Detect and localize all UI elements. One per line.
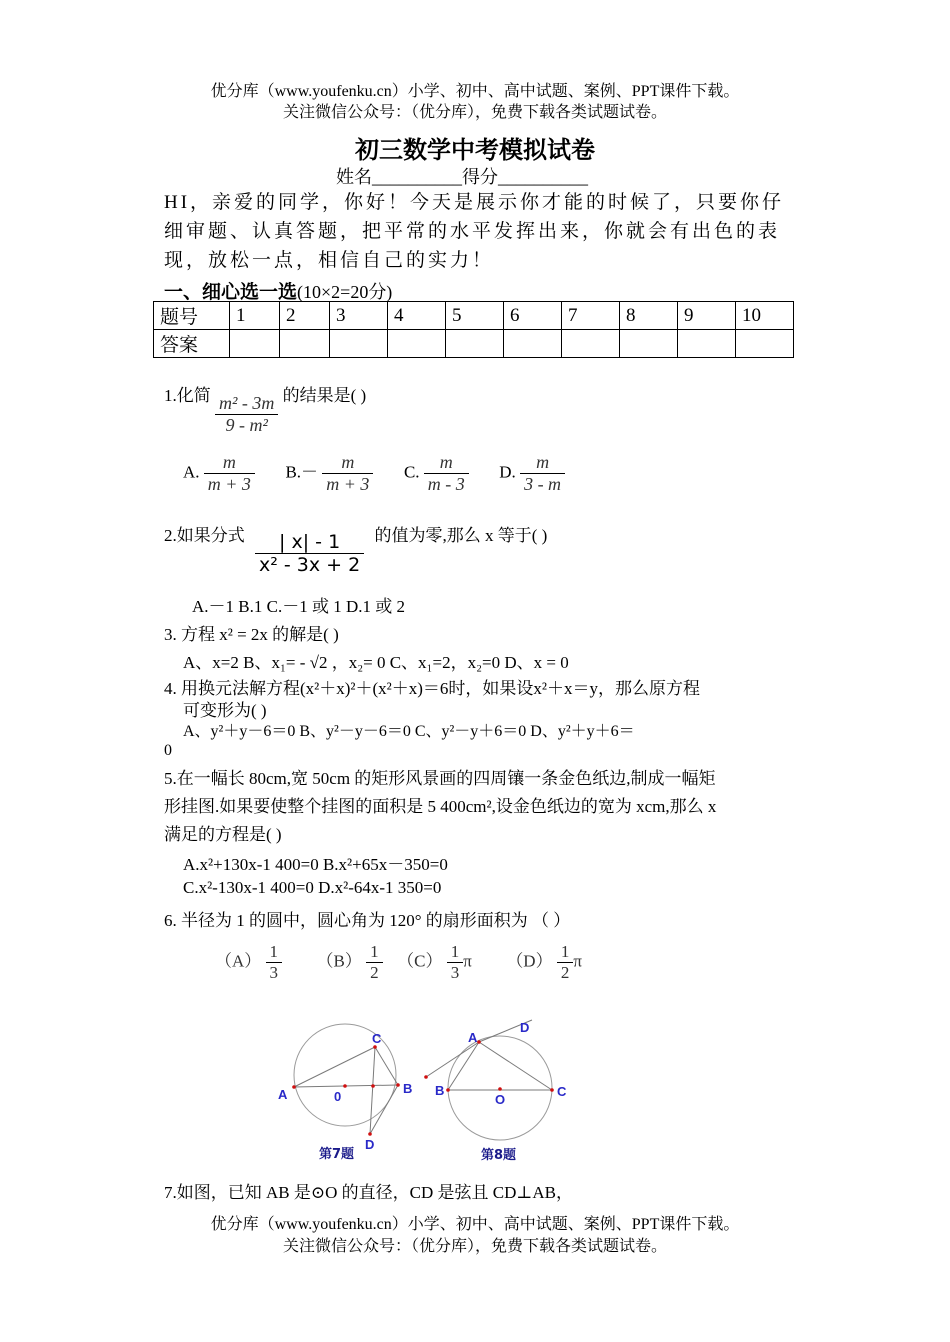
q2-fraction-num: | x| - 1 bbox=[255, 531, 364, 554]
q1-option-b-label: B.－ bbox=[285, 462, 319, 482]
q5-stem-line-3: 满足的方程是( ) bbox=[164, 825, 282, 844]
q6-option-c-fraction bbox=[447, 942, 464, 983]
q4-stem-line-2: 可变形为( ) bbox=[183, 701, 267, 720]
fig7-chord-cd bbox=[370, 1047, 375, 1134]
answer-cell[interactable] bbox=[230, 330, 280, 358]
q6-option-d-tail: π bbox=[573, 951, 582, 971]
q1-option-a-label: A. bbox=[183, 462, 200, 482]
q1-option-c-den: m - 3 bbox=[427, 474, 465, 494]
answer-table bbox=[153, 301, 794, 358]
answer-cell[interactable] bbox=[330, 330, 388, 358]
answer-cell[interactable] bbox=[504, 330, 562, 358]
answer-cell[interactable] bbox=[736, 330, 794, 358]
q6-option-d-den: 2 bbox=[560, 963, 570, 982]
q1-option-c-fraction bbox=[424, 452, 469, 495]
name-score-line: 姓名__________得分__________ bbox=[336, 167, 588, 187]
fig7-caption: 第7题 bbox=[319, 1147, 355, 1162]
fig7-label-d: D bbox=[365, 1137, 375, 1152]
table-cell-number: 9 bbox=[678, 302, 736, 330]
table-cell-number: 6 bbox=[504, 302, 562, 330]
q2-options: A.－1 B.1 C.－1 或 1 D.1 或 2 bbox=[192, 597, 405, 616]
header-line-1: 优分库（www.youfenku.cn）小学、初中、高中试题、案例、PPT课件下载。 bbox=[210, 83, 740, 100]
q2-fraction bbox=[255, 531, 364, 576]
q7-stem: 7.如图，已知 AB 是⊙O 的直径，CD 是弦且 CD⊥AB， bbox=[164, 1183, 573, 1202]
answer-table-row-numbers bbox=[154, 302, 794, 330]
fig7-label-a: A bbox=[278, 1087, 288, 1102]
q6-options bbox=[215, 942, 582, 983]
table-cell-number: 4 bbox=[388, 302, 446, 330]
answer-table-row-answers bbox=[154, 330, 794, 358]
q1-suffix: 的结果是( ) bbox=[282, 386, 367, 405]
q6-option-a-fraction bbox=[266, 942, 283, 983]
fig7-point-a bbox=[292, 1085, 296, 1089]
intro-paragraph: HI，亲爱的同学，你好！今天是展示你才能的时候了，只要你仔细审题、认真答题，把平常的水平发挥出来，你就会有出色的表现，放松一点，相信自己的实力！ bbox=[164, 192, 785, 271]
fig7-point bbox=[371, 1084, 375, 1088]
q1-option-c-num: m bbox=[424, 452, 469, 474]
fig7-center-point bbox=[343, 1084, 347, 1088]
section-1-points: (10×2=20分) bbox=[297, 282, 393, 302]
q6-option-b-fraction bbox=[366, 942, 383, 983]
q6-option-b-num: 1 bbox=[366, 942, 383, 963]
q6-option-c-den: 3 bbox=[450, 963, 460, 982]
fig8-label-d: D bbox=[520, 1020, 530, 1035]
q1-option-d-den: 3 - m bbox=[524, 474, 562, 494]
answer-cell[interactable] bbox=[620, 330, 678, 358]
q1-prefix: 1.化简 bbox=[164, 386, 211, 405]
table-cell-number: 5 bbox=[446, 302, 504, 330]
fig8-label-c: C bbox=[557, 1084, 567, 1099]
q6-option-a-num: 1 bbox=[266, 942, 283, 963]
fig8-segment-ac bbox=[479, 1042, 552, 1090]
q3-options: A、x=2 B、x₁= - √2 ，x₂= 0 C、x₁=2，x₂=0 D、x = 0 bbox=[183, 653, 569, 672]
fig8-label-b: B bbox=[435, 1083, 445, 1098]
answer-cell[interactable] bbox=[678, 330, 736, 358]
q1-option-a-den: m + 3 bbox=[207, 474, 251, 494]
q1-option-b-fraction bbox=[322, 452, 373, 495]
q1-fraction-num: m² - 3m bbox=[215, 393, 278, 415]
q6-option-a-label: （A） bbox=[215, 951, 262, 971]
table-cell-number: 8 bbox=[620, 302, 678, 330]
q1-stem bbox=[164, 381, 366, 436]
fig8-label-o: O bbox=[495, 1092, 506, 1107]
q2-stem bbox=[164, 521, 547, 576]
page-title: 初三数学中考模拟试卷 bbox=[355, 136, 595, 164]
figure-8 bbox=[424, 1020, 567, 1163]
fig7-segment-bd bbox=[370, 1085, 398, 1134]
q5-stem-line-2: 形挂图.如果要使整个挂图的面积是 5 400cm²,设金色纸边的宽为 xcm,那么 x bbox=[164, 797, 717, 816]
footer-line-1: 优分库（www.youfenku.cn）小学、初中、高中试题、案例、PPT课件下载。 bbox=[210, 1216, 740, 1233]
q2-suffix: 的值为零,那么 x 等于( ) bbox=[374, 526, 548, 545]
table-cell-number: 7 bbox=[562, 302, 620, 330]
q2-fraction-den: x² - 3x + 2 bbox=[259, 554, 361, 576]
fig7-segment-ac bbox=[294, 1047, 375, 1087]
fig8-point-a bbox=[477, 1040, 481, 1044]
geometry-figures bbox=[270, 1012, 590, 1172]
section-1-heading bbox=[164, 277, 392, 304]
q6-option-c-tail: π bbox=[463, 951, 472, 971]
q2-prefix: 2.如果分式 bbox=[164, 526, 245, 545]
fig8-label-a: A bbox=[468, 1030, 478, 1045]
q5-stem-line-1: 5.在一幅长 80cm,宽 50cm 的矩形风景画的四周镶一条金色纸边,制成一幅矩 bbox=[164, 769, 716, 788]
figure-7 bbox=[278, 1024, 412, 1162]
fig8-point-c bbox=[550, 1088, 554, 1092]
q6-option-b-den: 2 bbox=[370, 963, 379, 982]
q6-stem: 6. 半径为 1 的圆中，圆心角为 120° 的扇形面积为 （ ） bbox=[164, 911, 571, 930]
section-1-title: 一、细心选一选 bbox=[164, 281, 298, 303]
fig8-caption: 第8题 bbox=[481, 1148, 517, 1163]
fig7-label-b: B bbox=[403, 1081, 413, 1096]
q1-option-d-num: m bbox=[520, 452, 565, 474]
table-cell-number: 10 bbox=[736, 302, 794, 330]
q4-options-continued: 0 bbox=[164, 742, 172, 759]
q6-option-c-label: （C） bbox=[397, 951, 443, 971]
q6-option-c-num: 1 bbox=[447, 942, 464, 963]
fig8-tangent-left bbox=[426, 1042, 479, 1077]
q1-fraction bbox=[215, 393, 278, 436]
answer-cell[interactable] bbox=[388, 330, 446, 358]
table-label-answer: 答案 bbox=[154, 330, 230, 358]
q1-options bbox=[183, 452, 565, 495]
q1-fraction-den: 9 - m² bbox=[225, 415, 268, 435]
table-label-question: 题号 bbox=[154, 302, 230, 330]
fig7-point-d bbox=[368, 1132, 372, 1136]
q1-option-d-label: D. bbox=[499, 462, 516, 482]
q6-option-d-num: 1 bbox=[557, 942, 574, 963]
answer-cell[interactable] bbox=[562, 330, 620, 358]
answer-cell[interactable] bbox=[446, 330, 504, 358]
fig8-point-extra bbox=[424, 1075, 428, 1079]
table-cell-number: 2 bbox=[280, 302, 330, 330]
q6-option-d-label: （D） bbox=[506, 951, 553, 971]
fig7-label-o: 0 bbox=[334, 1089, 342, 1104]
q5-options-cd: C.x²-130x-1 400=0 D.x²-64x-1 350=0 bbox=[183, 878, 442, 897]
answer-cell[interactable] bbox=[280, 330, 330, 358]
header-line-2: 关注微信公众号：（优分库），免费下载各类试题试卷。 bbox=[282, 104, 667, 121]
q1-option-a-num: m bbox=[204, 452, 255, 474]
fig7-point-b bbox=[396, 1083, 400, 1087]
q1-option-b-den: m + 3 bbox=[326, 474, 370, 494]
fig8-point-b bbox=[446, 1088, 450, 1092]
q1-option-a-fraction bbox=[204, 452, 255, 495]
q1-option-c-label: C. bbox=[403, 462, 420, 482]
q4-options: A、y²＋y－6＝0 B、y²－y－6＝0 C、y²－y＋6＝0 D、y²＋y＋6＝ bbox=[183, 723, 635, 740]
table-cell-number: 3 bbox=[330, 302, 388, 330]
q1-option-d-fraction bbox=[520, 452, 565, 495]
q6-option-a-den: 3 bbox=[269, 963, 279, 982]
table-cell-number: 1 bbox=[230, 302, 280, 330]
q5-options-ab: A.x²+130x-1 400=0 B.x²+65x－350=0 bbox=[183, 855, 448, 874]
fig7-segment-cb bbox=[375, 1047, 398, 1085]
q6-option-d-fraction bbox=[557, 942, 574, 983]
fig8-center-point bbox=[498, 1087, 502, 1091]
fig7-label-c: C bbox=[372, 1031, 382, 1046]
q1-option-b-num: m bbox=[322, 452, 373, 474]
q3-stem: 3. 方程 x² = 2x 的解是( ) bbox=[164, 625, 339, 644]
q6-option-b-label: （B） bbox=[316, 951, 362, 971]
q4-stem-line-1: 4. 用换元法解方程(x²＋x)²＋(x²＋x)＝6时，如果设x²＋x＝y，那么原方程 bbox=[164, 679, 701, 698]
footer-line-2: 关注微信公众号：（优分库），免费下载各类试题试卷。 bbox=[282, 1238, 667, 1255]
